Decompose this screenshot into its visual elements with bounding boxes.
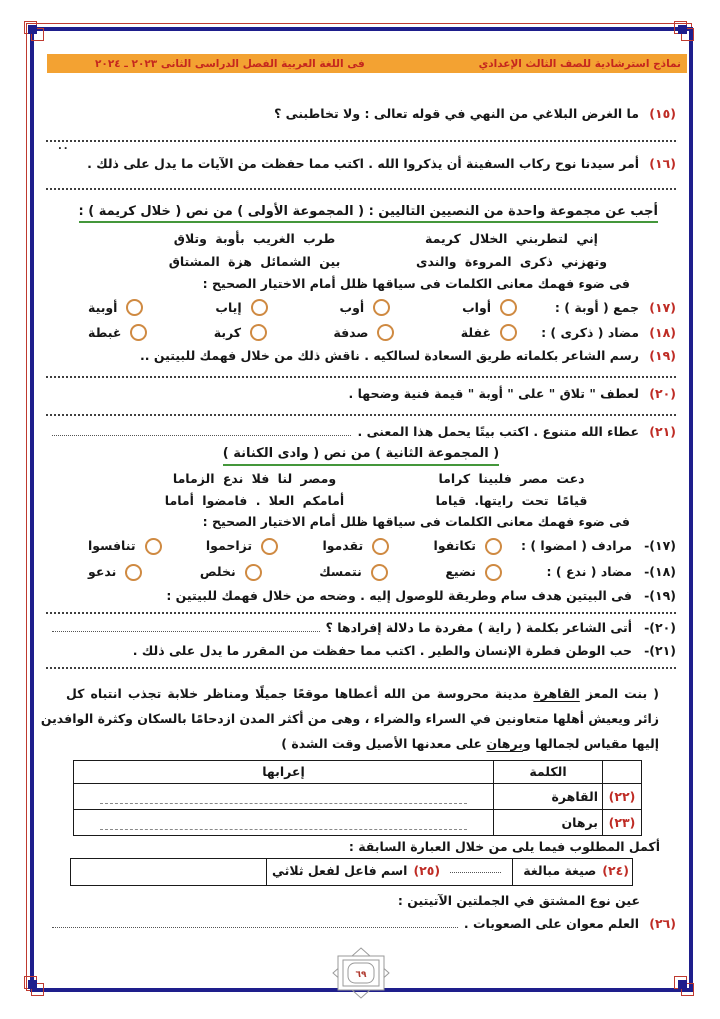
answer-dotted-line [52,433,351,436]
question-20-group1 [48,386,676,402]
choice-circle[interactable] [126,299,143,316]
verse-right-hemistich: وتهزني ذكرى المروءة والندى [415,253,607,269]
question-19-number: (١٩)- [644,587,676,603]
question-17-options [46,538,502,555]
table-row [74,810,642,836]
verse-right-hemistich: دعت مصر فلبينا كراما [438,470,585,486]
answer-dotted-line [46,412,676,416]
question-24-label: صيغة مبالغة [523,863,597,879]
choice-circle[interactable] [130,324,147,341]
row-parse-cell [74,784,494,810]
verse-left-hemistich: بين الشمائل هزة المشتاق [168,253,341,269]
option-label: صدفة [333,324,369,340]
option-label: أوب [339,299,365,315]
answer-dotted-line [46,186,676,190]
question-19-text: فى البيتين هدف سام وطريقة للوصول إليه . وضحه من خلال فهمك للبيتين : [166,587,632,603]
exam-header-title: نماذج استرشادية للصف الثالث الإعدادي [478,57,681,70]
column-header-parse: إعرابها [74,761,494,784]
question-21-group1 [48,424,676,440]
option [206,538,278,555]
passage-underlined-word: القاهرة [533,686,580,702]
frame-corner-ornament [674,21,696,43]
emblem-star-shape [329,947,393,999]
option-label: نضيع [445,563,476,579]
option [200,564,262,581]
column-header-word: الكلمة [494,761,603,784]
question-17-group1 [46,299,676,316]
frame-corner-ornament [24,21,46,43]
answer-dotted-line [46,665,676,669]
option [88,299,143,316]
answer-dotted-line [46,610,676,614]
question-15-text: ما الغرض البلاغي من النهي في قوله تعالى : ولا تخاطبنى ؟ [274,106,639,121]
choice-circle[interactable] [500,324,517,341]
passage-text: على معدنها الأصيل وقت الشدة ) [281,736,487,752]
section-heading-group1 [46,204,658,224]
choice-circle[interactable] [372,538,389,555]
question-20-group2 [48,620,676,636]
section-heading-group1-text: أجب عن مجموعة واحدة من النصيين التاليين : ( المجموعة الأولى ) من نص ( خلال كريمة ) : [79,204,658,224]
choice-circle[interactable] [485,538,502,555]
question-19-group1 [48,348,676,364]
question-18-label: مضاد ( ذكرى ) : [541,324,639,340]
option [340,299,391,316]
choice-circle[interactable] [125,564,142,581]
answer-dotted-line [52,925,458,928]
option [462,299,517,316]
question-20-text: لعطف " تلاق " على " أوبة " قيمة فنية وضحها . [348,386,639,402]
question-17-number: (١٧) [649,299,676,315]
question-17-label: جمع ( أوبة ) : [554,299,639,315]
row-number: (٢٢) [603,784,642,810]
verse-line [46,254,676,270]
verse-left-hemistich: ومصر لنا فلا ندع الزماما [172,470,337,486]
option-label: أواب [462,299,491,315]
option [319,564,388,581]
table-corner-cell [603,761,642,784]
option [214,324,267,341]
option-label: إياب [215,299,242,315]
row-number: (٢٣) [603,810,642,836]
passage-text: مدينة محروسة من الله أعطاها موقعًا جميلًا ومناظر خلابة تجذب انتباه كل [66,686,534,702]
option [88,538,162,555]
question-26-text: العلم معوان على الصعوبات . [463,915,639,931]
question-16-number: (١٦) [649,156,676,172]
verse-line [46,493,676,509]
question-21-number: (٢١)- [644,643,676,659]
question-24-number: (٢٤) [602,863,629,879]
question-18-number: (١٨)- [644,563,676,579]
verse-line [46,471,676,487]
question-26-number: (٢٦) [649,915,676,931]
option [88,564,142,581]
passage-line [66,731,659,756]
option-label: نتمسك [319,563,362,579]
question-18-number: (١٨) [649,324,676,340]
option [88,324,147,341]
option [322,538,389,555]
verse-right-hemistich: قيامًا تحت رايتها. قياما [435,493,588,509]
option-label: تقدموا [322,537,364,553]
table-row [74,784,642,810]
parsing-table-wrap [73,760,642,836]
question-18-options [46,324,517,341]
choice-circle[interactable] [377,324,394,341]
passage-text: إليها مقياس لجمالها و [522,736,659,752]
question-18-group2 [46,564,676,581]
question-20-number: (٢٠) [649,386,676,402]
answer-dashed-line [100,816,467,830]
page-number-emblem [329,947,393,999]
question-17-label: مرادف ( امضوا ) : [520,537,632,553]
table-header-row [74,761,642,784]
option [461,324,517,341]
passage-text: زائر ويعيش أهلها متعاونين في السراء والضراء ، وهى من أكثر المدن ازدحامًا بالسكان وكثرة الوافدين [40,711,659,727]
question-25-number: (٢٥) [413,863,441,879]
question-15-number: (١٥) [649,106,676,121]
question-17-group2 [46,538,676,555]
completion-instruction: أكمل المطلوب فيما يلى من خلال العبارة السابقة : [348,839,660,855]
verse-left-hemistich: طرب الغريب بأوبة وتلاق [173,231,336,247]
question-19-group2 [48,588,676,604]
question-16 [48,156,676,172]
question-18-label: مضاد ( ندع ) : [546,563,632,579]
option-label: ندعو [88,563,117,579]
q25-cell [266,859,512,885]
parsing-table [73,760,642,836]
exam-header-subject-year: فى اللغة العربية الفصل الدراسى الثانى ٢٠٢٣ ـ ٢٠٢٤ [95,57,365,70]
question-19-number: (١٩) [649,348,676,364]
question-20-number: (٢٠)- [644,619,676,635]
completion-row [70,858,633,886]
choice-circle[interactable] [250,324,267,341]
choice-circle[interactable] [261,538,278,555]
mcq-instruction: فى ضوء فهمك معانى الكلمات فى سياقها ظلل أمام الاختيار الصحيح : [202,514,630,530]
page-number: ٦٩ [355,970,367,981]
row-parse-cell [74,810,494,836]
answer-dotted-line [46,374,676,378]
choice-circle[interactable] [485,564,502,581]
question-18-options [46,564,502,581]
question-17-number: (١٧)- [644,537,676,553]
question-21-text: عطاء الله متنوع . اكتب بيتًا يحمل هذا المعنى . [357,423,639,439]
option-label: تزاحموا [205,537,253,553]
question-25-label: اسم فاعل لفعل ثلاثي [272,863,408,879]
choice-circle[interactable] [500,299,517,316]
section-heading-group2-text: ( المجموعة الثانية ) من نص ( وادى الكنانة ) [223,446,500,466]
choice-circle[interactable] [245,564,262,581]
option [215,299,267,316]
frame-corner-ornament [674,976,696,998]
exam-header-bar [47,54,687,73]
reading-passage [40,681,659,756]
option-label: أوبية [88,299,118,315]
passage-underlined-word: برهان [486,736,523,752]
option [445,564,502,581]
choice-circle[interactable] [251,299,268,316]
question-21-group2 [48,643,676,659]
question-17-options [46,299,517,316]
passage-text: ( بنت المعز [579,686,659,702]
question-26 [48,916,676,932]
question-15 [48,106,676,122]
q24-cell [512,859,632,885]
choice-circle[interactable] [371,564,388,581]
mcq-instruction: فى ضوء فهمك معانى الكلمات فى سياقها ظلل أمام الاختيار الصحيح : [202,275,630,291]
question-21-number: (٢١) [649,423,676,439]
passage-line [66,681,659,706]
option-label: تكاتفوا [433,537,476,553]
question-20-text: أتى الشاعر بكلمة ( راية ) مفردة ما دلالة إفرادها ؟ [325,619,632,635]
option [333,324,394,341]
empty-answer-cell [71,859,266,885]
answer-dotted-line [52,629,320,632]
choice-circle[interactable] [145,538,162,555]
question-18-group1 [46,324,676,341]
choice-circle[interactable] [373,299,390,316]
option-label: غبطة [88,324,122,340]
derivative-instruction: عين نوع المشتق في الجملتين الآتيتين : [397,892,640,908]
option-label: نخلص [199,563,236,579]
row-word: برهان [494,810,603,836]
verse-line [46,231,676,247]
exam-body [40,80,676,999]
question-21-text: حب الوطن فطرة الإنسان والطير . اكتب مما حفظت من المقرر ما يدل على ذلك . [132,643,632,659]
answer-dots-mark: .. [58,141,70,153]
answer-dashed-line [100,790,467,804]
answer-dotted-line [450,870,501,873]
verse-left-hemistich: أمامكم العلا . فامضوا أماما [164,493,345,509]
option-label: كربة [213,324,242,340]
frame-corner-ornament [24,976,46,998]
option-label: تنافسوا [88,537,136,553]
section-heading-group2 [46,446,676,466]
option [434,538,502,555]
question-19-text: رسم الشاعر بكلماته طريق السعادة لسالكيه . ناقش ذلك من خلال فهمك للبيتين .. [140,348,639,364]
question-16-text: أمر سيدنا نوح ركاب السفينة أن يذكروا الله . اكتب مما حفظت من الآيات ما يدل على ذلك . [87,156,639,172]
option-label: غفلة [460,324,491,340]
passage-line [40,706,659,731]
row-word: القاهرة [494,784,603,810]
verse-right-hemistich: إني لتطربني الخلال كريمة [425,231,598,247]
